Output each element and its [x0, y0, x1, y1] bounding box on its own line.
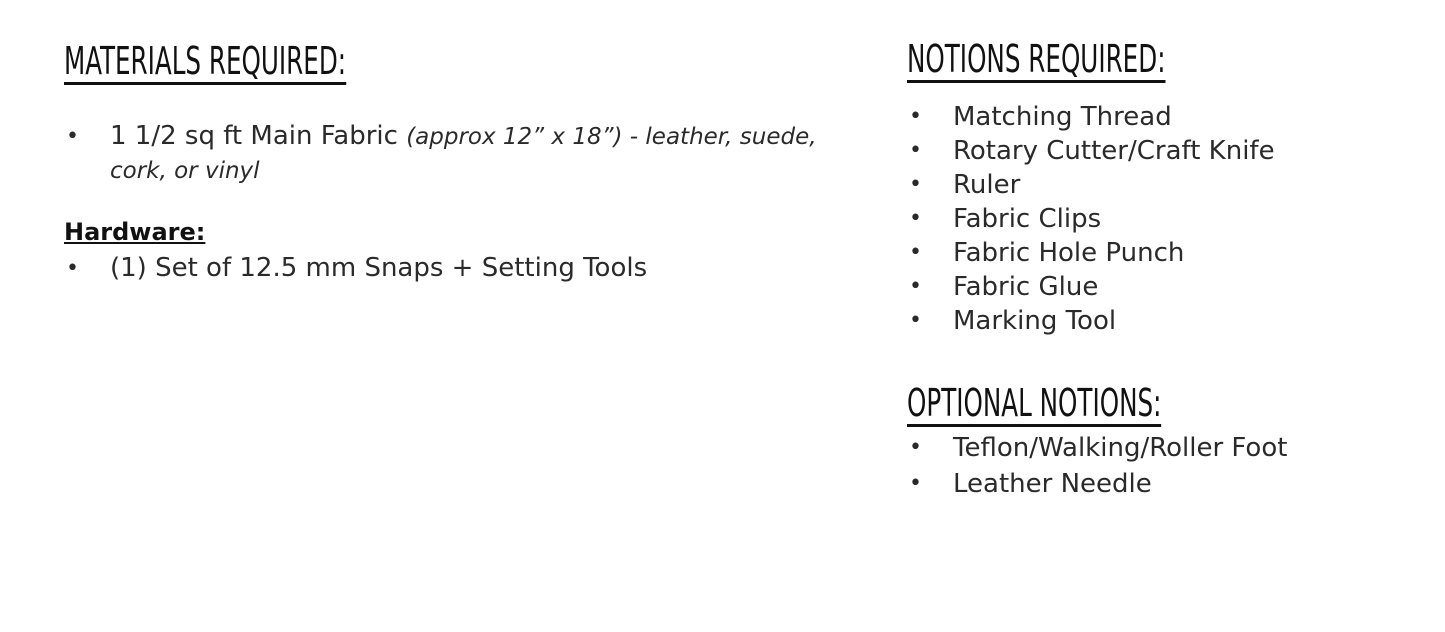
notion-item-text: Rotary Cutter/Craft Knife: [953, 136, 1275, 166]
bullet-icon: •: [66, 256, 79, 281]
list-item: [907, 134, 1427, 168]
hardware-item-text: (1) Set of 12.5 mm Snaps + Setting Tools: [110, 253, 648, 283]
optional-item-text: Teflon/Walking/Roller Foot: [953, 433, 1288, 463]
notions-heading: NOTIONS REQUIRED:: [907, 37, 1166, 81]
list-item: [907, 466, 1427, 502]
bullet-icon: •: [909, 471, 922, 496]
list-item: [907, 304, 1427, 338]
notions-heading-wrap: [907, 37, 1266, 83]
notion-item-text: Fabric Glue: [953, 272, 1099, 302]
list-item: [907, 270, 1427, 304]
list-item: [907, 236, 1427, 270]
notion-item-text: Fabric Clips: [953, 204, 1102, 234]
list-item: [907, 430, 1427, 466]
optional-heading-wrap: [907, 381, 1260, 427]
bullet-icon: •: [909, 274, 922, 299]
optional-notions-heading: OPTIONAL NOTIONS:: [907, 381, 1162, 425]
bullet-icon: •: [909, 172, 922, 197]
optional-notions-list: [907, 430, 1427, 502]
notions-list: [907, 100, 1427, 338]
bullet-icon: •: [909, 240, 922, 265]
bullet-icon: •: [909, 206, 922, 231]
list-item: [64, 120, 864, 188]
notion-item-text: Fabric Hole Punch: [953, 238, 1185, 268]
materials-list: [64, 120, 864, 188]
bullet-icon: •: [909, 104, 922, 129]
bullet-icon: •: [66, 124, 79, 149]
notion-item-text: Ruler: [953, 170, 1021, 200]
list-item: [64, 252, 864, 285]
bullet-icon: •: [909, 435, 922, 460]
notion-item-text: Marking Tool: [953, 306, 1117, 336]
material-item-text: 1 1/2 sq ft Main Fabric: [110, 121, 407, 151]
material-item-note: (approx 12” x 18”) - leather, suede, cork, or vinyl: [110, 124, 817, 184]
list-item: [907, 168, 1427, 202]
optional-item-text: Leather Needle: [953, 469, 1152, 499]
list-item: [907, 202, 1427, 236]
bullet-icon: •: [909, 308, 922, 333]
hardware-list: [64, 252, 864, 285]
notion-item-text: Matching Thread: [953, 102, 1172, 132]
materials-heading: MATERIALS REQUIRED:: [64, 39, 347, 83]
materials-heading-wrap: [64, 39, 456, 85]
list-item: [907, 100, 1427, 134]
bullet-icon: •: [909, 138, 922, 163]
hardware-label: Hardware:: [64, 218, 206, 246]
